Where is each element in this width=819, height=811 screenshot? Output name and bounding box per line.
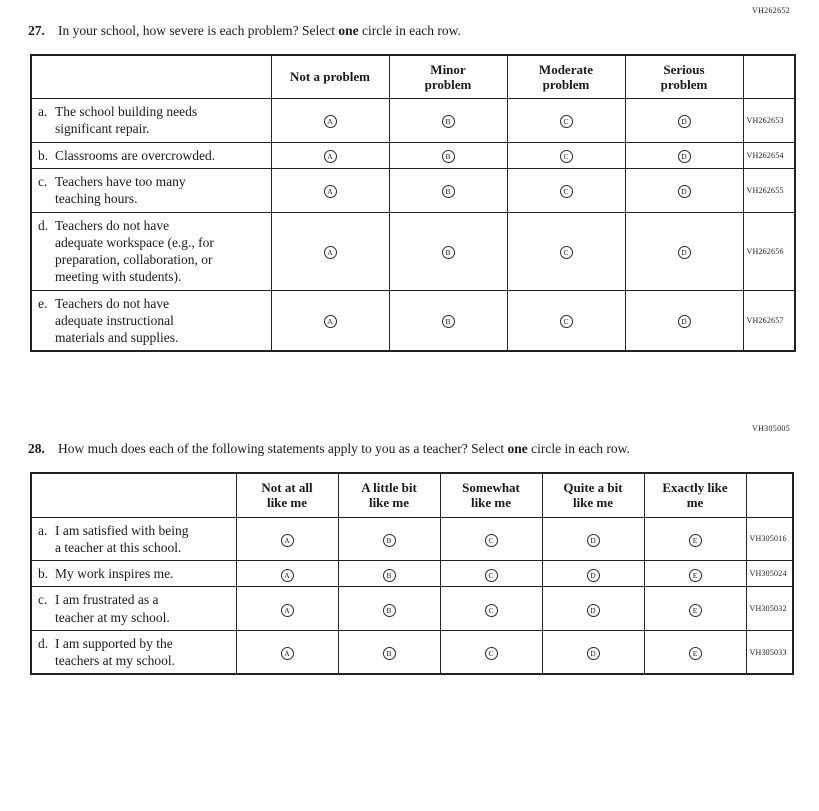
option-cell [338,587,440,631]
statement-cell [31,99,271,143]
option-circle-e[interactable]: E [689,534,702,547]
option-cell [507,290,625,351]
option-circle-a[interactable]: A [281,647,294,660]
prompt-before: In your school, how severe is each problem? Select [58,23,339,38]
option-cell [625,212,743,290]
column-header-line: Serious [663,61,705,77]
option-cell [542,630,644,674]
option-circle-b[interactable]: B [442,185,455,198]
option-cell [440,517,542,561]
q27-header-code-blank-cell [743,55,795,99]
column-header-line: problem [542,76,590,92]
q28-header-code-blank-cell [746,473,793,517]
column-header-line: A little bit [361,479,417,495]
option-circle-c[interactable]: C [485,604,498,617]
option-circle-b[interactable]: B [383,534,396,547]
option-circle-a[interactable]: A [281,534,294,547]
option-cell [271,142,389,168]
option-circle-c[interactable]: C [485,534,498,547]
option-circle-e[interactable]: E [689,647,702,660]
row-code: VH262656 [743,212,795,290]
option-cell [389,290,507,351]
q28-column-header [338,473,440,517]
option-circle-d[interactable]: D [587,604,600,617]
statement-cell [31,169,271,213]
option-circle-d[interactable]: D [587,534,600,547]
option-cell [507,142,625,168]
option-cell [542,587,644,631]
question-27-form-code: VH262652 [752,6,790,15]
q27-header-blank-cell [31,55,271,99]
question-28-number: 28. [28,441,45,457]
option-circle-a[interactable]: A [281,604,294,617]
table-row [31,99,795,143]
column-header-line: like me [572,495,614,511]
statement-cell [31,561,236,587]
statement-text: Classrooms are overcrowded. [55,147,216,163]
question-27-number: 27. [28,23,45,38]
table-row [31,630,793,674]
question-27-prompt [28,22,819,40]
row-letter: c. [38,174,48,189]
row-code: VH305033 [746,630,793,674]
option-cell [625,142,743,168]
column-header-line: Quite a bit [563,479,623,495]
column-header-line: Somewhat [462,479,520,495]
q28-column-header [644,473,746,517]
table-row [31,142,795,168]
option-cell [389,99,507,143]
column-header-line: Not a problem [290,69,370,85]
option-circle-c[interactable]: C [560,185,573,198]
question-28-text [58,440,630,458]
option-cell [440,587,542,631]
option-circle-c[interactable]: C [560,150,573,163]
statement-text: I am satisfied with being a teacher at this school. [55,522,189,555]
statement-text: Teachers have too many teaching hours. [55,174,186,207]
option-circle-c[interactable]: C [485,647,498,660]
column-header-line: problem [660,76,708,92]
option-circle-d[interactable]: D [587,569,600,582]
option-cell [236,561,338,587]
option-cell [625,290,743,351]
table-row [31,212,795,290]
q27-column-header [271,55,389,99]
row-code: VH305024 [746,561,793,587]
option-circle-d[interactable]: D [587,647,600,660]
column-header-line: like me [368,495,410,511]
question-28-form-code: VH305005 [752,424,790,434]
option-circle-b[interactable]: B [383,647,396,660]
option-circle-c[interactable]: C [560,246,573,259]
option-cell [236,587,338,631]
option-circle-d[interactable]: D [678,115,691,128]
column-header-line: Exactly like [662,479,728,495]
option-circle-a[interactable]: A [324,246,337,259]
option-cell [236,517,338,561]
option-circle-e[interactable]: E [689,569,702,582]
row-code: VH262653 [743,99,795,143]
option-cell [338,561,440,587]
option-circle-b[interactable]: B [442,246,455,259]
option-cell [271,290,389,351]
q27-column-header [625,55,743,99]
option-circle-e[interactable]: E [689,604,702,617]
option-cell [644,587,746,631]
option-circle-a[interactable]: A [324,150,337,163]
option-circle-c[interactable]: C [560,115,573,128]
row-letter: c. [38,592,48,608]
prompt-bold: one [507,441,528,457]
option-circle-c[interactable]: C [485,569,498,582]
table-row [31,587,793,631]
row-letter: a. [38,522,48,538]
header-row [31,55,795,99]
option-cell [236,630,338,674]
statement-cell [31,142,271,168]
row-letter: d. [38,217,49,233]
q28-header-blank-cell [31,473,236,517]
row-letter: b. [38,147,49,163]
option-cell [507,169,625,213]
option-circle-b[interactable]: B [383,569,396,582]
row-code: VH305032 [746,587,793,631]
table-row [31,561,793,587]
option-cell [644,517,746,561]
column-header-line: like me [470,495,512,511]
statement-cell [31,290,271,351]
question-27-text [58,22,461,40]
statement-text: Teachers do not have adequate instructional materials and supplies. [55,295,179,346]
table-row [31,169,795,213]
statement-text: I am frustrated as a teacher at my school. [55,592,170,625]
statement-cell [31,630,236,674]
option-cell [644,561,746,587]
table-row [31,290,795,351]
option-circle-a[interactable]: A [324,315,337,328]
option-circle-a[interactable]: A [281,569,294,582]
option-circle-a[interactable]: A [324,115,337,128]
row-code: VH262655 [743,169,795,213]
row-letter: b. [38,566,49,582]
option-cell [542,561,644,587]
row-letter: a. [38,104,48,120]
option-circle-d[interactable]: D [678,185,691,198]
table-row [31,517,793,561]
q28-column-header [542,473,644,517]
header-row [31,473,793,517]
question-27-section [0,6,819,352]
prompt-after: circle in each row. [527,441,630,457]
statement-text: My work inspires me. [55,566,174,582]
prompt-before: How much does each of the following statements apply to you as a teacher? Select [58,441,508,457]
column-header-line: problem [424,76,472,92]
option-circle-a[interactable]: A [324,185,337,198]
row-code: VH262657 [743,290,795,351]
option-circle-d[interactable]: D [678,315,691,328]
column-header-line: like me [266,495,308,511]
question-28-prompt [28,440,819,458]
statement-text: I am supported by the teachers at my school. [55,635,175,669]
q27-column-header [507,55,625,99]
option-cell [338,517,440,561]
question-27-table-container [0,54,819,353]
option-cell [644,630,746,674]
column-header-line: Minor [430,61,466,77]
row-letter: d. [38,635,49,651]
question-28-section [0,424,819,675]
option-circle-c[interactable]: C [560,315,573,328]
option-cell [389,142,507,168]
option-circle-d[interactable]: D [678,150,691,163]
option-cell [271,212,389,290]
option-cell [507,212,625,290]
option-cell [389,212,507,290]
option-circle-b[interactable]: B [383,604,396,617]
statement-cell [31,212,271,290]
row-letter: e. [38,295,48,311]
column-header-line: me [686,495,704,511]
prompt-bold: one [338,23,359,38]
question-28-table-container [0,472,819,676]
row-code: VH262654 [743,142,795,168]
option-cell [625,99,743,143]
option-circle-b[interactable]: B [442,150,455,163]
statement-text: Teachers do not have adequate workspace (e.g., for preparation, collaboration, or meeting with students). [55,217,214,285]
q27-response-table [30,54,796,353]
q28-response-table [30,472,794,676]
option-circle-b[interactable]: B [442,115,455,128]
q28-column-header [440,473,542,517]
statement-cell [31,587,236,631]
prompt-after: circle in each row. [358,23,461,38]
q27-column-header [389,55,507,99]
option-cell [542,517,644,561]
option-cell [440,630,542,674]
option-cell [389,169,507,213]
option-cell [507,99,625,143]
option-cell [625,169,743,213]
column-header-line: Moderate [538,61,594,77]
row-code: VH305016 [746,517,793,561]
option-cell [440,561,542,587]
column-header-line: Not at all [261,479,313,495]
option-cell [271,169,389,213]
option-circle-d[interactable]: D [678,246,691,259]
statement-cell [31,517,236,561]
option-circle-b[interactable]: B [442,315,455,328]
option-cell [271,99,389,143]
statement-text: The school building needs significant repair. [55,104,198,137]
q28-column-header [236,473,338,517]
option-cell [338,630,440,674]
